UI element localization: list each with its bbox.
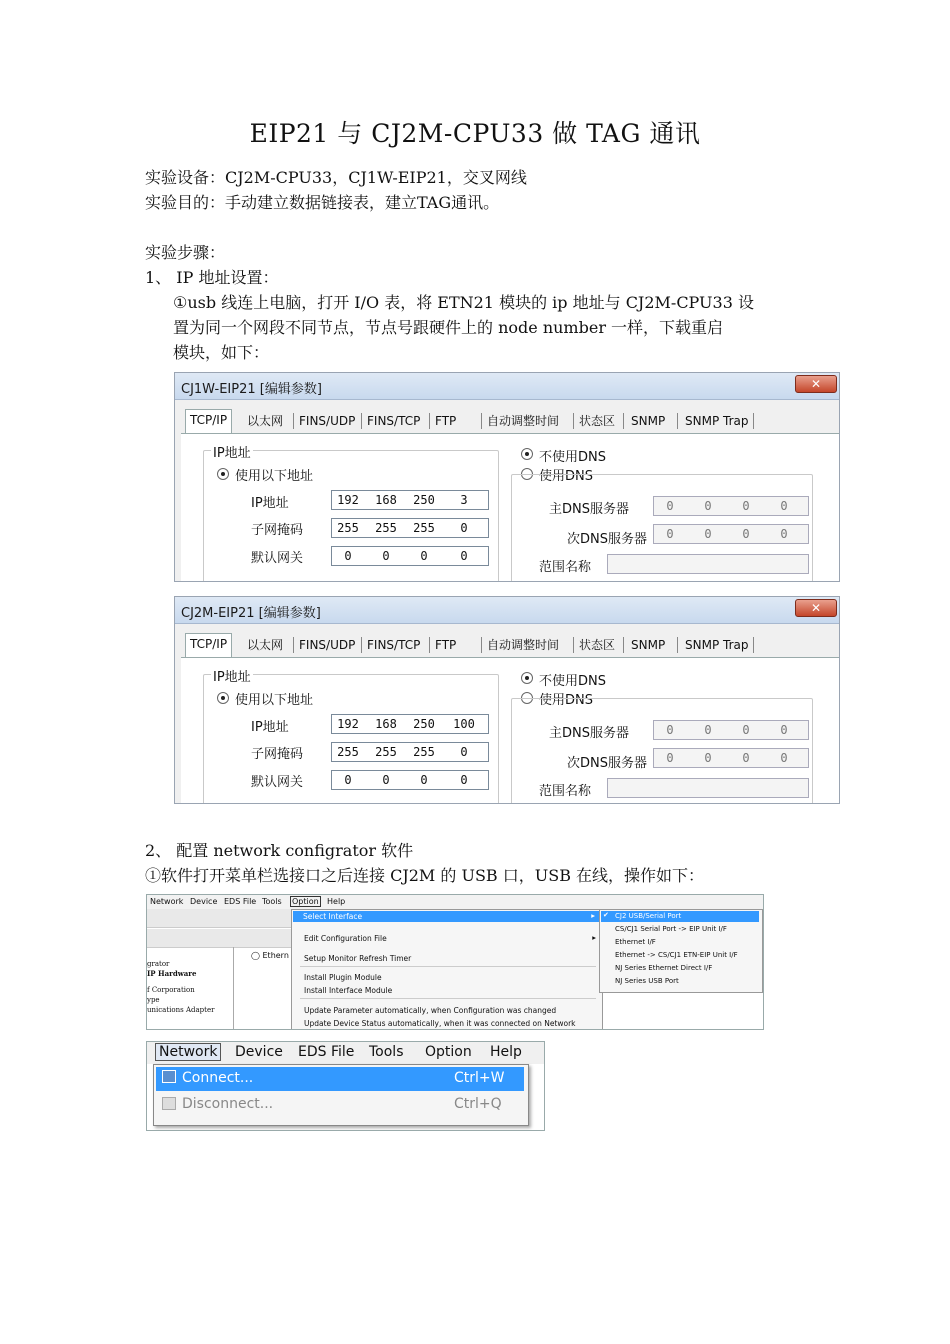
primary-dns-field[interactable]: 0 0 0 0 (653, 496, 809, 516)
menu-device[interactable]: Device (190, 897, 218, 906)
side-text: IP Hardware (147, 969, 197, 978)
steps-heading: 实验步骤： (145, 243, 226, 262)
domain-name-field[interactable] (607, 554, 809, 574)
menu-network[interactable]: Network (155, 1043, 221, 1061)
tab-tcpip[interactable]: TCP/IP (185, 633, 232, 658)
menu-option[interactable]: Option (292, 897, 319, 906)
side-panel (147, 959, 214, 1015)
use-following-label: 使用以下地址 (235, 469, 314, 484)
tree-item-ethernet[interactable]: ◯ Ethern (251, 951, 289, 960)
secondary-dns-label: 次DNS服务器 (567, 532, 647, 547)
domain-name-field[interactable] (607, 778, 809, 798)
domain-name-label: 范围名称 (539, 784, 592, 799)
menu-item-update-parameter[interactable]: Update Parameter automatically, when Configuration was changed (304, 1006, 557, 1015)
subnet-mask-field[interactable]: 255 255 255 0 (331, 742, 489, 762)
menu-device[interactable]: Device (235, 1044, 283, 1060)
toolbar-row1 (147, 909, 292, 928)
tab-panel (181, 433, 839, 581)
tab-status-area[interactable]: 状态区 (579, 638, 616, 652)
menu-item-disconnect[interactable]: Disconnect... Ctrl+Q (156, 1093, 524, 1117)
no-dns-radio[interactable] (521, 672, 533, 684)
side-text: unications Adapter (147, 1006, 215, 1014)
tab-snmp-trap[interactable]: SNMP Trap (685, 638, 749, 652)
menu-item-connect[interactable]: Connect... Ctrl+W (156, 1067, 524, 1091)
menubar (147, 1042, 544, 1064)
ip-address-field[interactable]: 192 168 250 100 (331, 714, 489, 734)
ip-address-field[interactable]: 192 168 250 3 (331, 490, 489, 510)
purpose-line: 实验目的：手动建立数据链接表，建立TAG通讯。 (145, 193, 500, 212)
gateway-field[interactable]: 0 0 0 0 (331, 770, 489, 790)
no-dns-label: 不使用DNS (539, 450, 606, 465)
use-dns-label: 使用DNS (539, 693, 593, 708)
tab-ftp[interactable]: FTP (435, 414, 457, 428)
submenu-item-nj-usb[interactable]: NJ Series USB Port (615, 977, 679, 985)
tab-snmp[interactable]: SNMP (631, 638, 666, 652)
side-text: grator (147, 960, 170, 968)
network-menu-screenshot (146, 1041, 545, 1131)
tab-ftp[interactable]: FTP (435, 638, 457, 652)
menu-network[interactable]: Network (150, 897, 184, 906)
use-following-label: 使用以下地址 (235, 693, 314, 708)
option-dropdown (291, 909, 603, 1030)
domain-name-label: 范围名称 (539, 560, 592, 575)
menu-item-select-interface[interactable]: Select Interface ▸ (293, 911, 599, 922)
eip21-dialog (174, 372, 840, 582)
tab-ethernet[interactable]: 以太网 (247, 414, 284, 428)
option-menu-screenshot (146, 894, 764, 1030)
submenu-item-cj2-usb[interactable]: ✔ CJ2 USB/Serial Port (601, 911, 759, 922)
tab-snmp[interactable]: SNMP (631, 414, 666, 428)
ip-group-label: IP地址 (211, 442, 253, 461)
menu-item-install-plugin[interactable]: Install Plugin Module (304, 973, 382, 982)
gateway-field[interactable]: 0 0 0 0 (331, 546, 489, 566)
doc-title: EIP21 与 CJ2M-CPU33 做 TAG 通讯 (249, 119, 701, 148)
dialog-titlebar (175, 373, 839, 400)
menu-option[interactable]: Option (425, 1044, 472, 1060)
menu-eds-file[interactable]: EDS File (224, 897, 257, 906)
no-dns-label: 不使用DNS (539, 674, 606, 689)
submenu-arrow-icon: ▸ (592, 933, 596, 942)
no-dns-radio[interactable] (521, 448, 533, 460)
tab-tcpip[interactable]: TCP/IP (185, 409, 232, 434)
dialog-title: CJ1W-EIP21 [编辑参数] (181, 382, 322, 397)
gateway-label: 默认网关 (251, 775, 304, 790)
tab-fins-udp[interactable]: FINS/UDP (299, 414, 356, 428)
subnet-mask-field[interactable]: 255 255 255 0 (331, 518, 489, 538)
step2-text: ①软件打开菜单栏选接口之后连接 CJ2M 的 USB 口，USB 在线，操作如下： (145, 866, 705, 885)
menu-item-edit-config[interactable]: Edit Configuration File (304, 934, 387, 943)
close-icon[interactable]: ✕ (795, 375, 837, 393)
cj2m-eip21-dialog (174, 596, 840, 804)
primary-dns-field[interactable]: 0 0 0 0 (653, 720, 809, 740)
submenu-item-ethernet-etn[interactable]: Ethernet -> CS/CJ1 ETN-EIP Unit I/F (615, 951, 738, 959)
close-icon[interactable]: ✕ (795, 599, 837, 617)
menu-item-update-status[interactable]: Update Device Status automatically, when it was connected on Network (304, 1019, 576, 1028)
tab-strip (181, 635, 831, 657)
dialog-titlebar (175, 597, 839, 624)
tab-status-area[interactable]: 状态区 (579, 414, 616, 428)
menubar (147, 895, 763, 909)
use-following-radio[interactable] (217, 692, 229, 704)
submenu-item-nj-ethernet[interactable]: NJ Series Ethernet Direct I/F (615, 964, 713, 972)
menu-eds-file[interactable]: EDS File (298, 1044, 355, 1060)
ip-label: IP地址 (251, 496, 289, 511)
secondary-dns-label: 次DNS服务器 (567, 756, 647, 771)
interface-submenu (599, 909, 763, 993)
toolbar-row2 (147, 929, 292, 948)
step1-heading: 1、 IP 地址设置： (145, 268, 279, 287)
menu-help[interactable]: Help (327, 897, 346, 906)
primary-dns-label: 主DNS服务器 (549, 726, 629, 741)
side-text: f Corporation (147, 986, 195, 994)
tab-fins-tcp[interactable]: FINS/TCP (367, 638, 421, 652)
menu-tools[interactable]: Tools (369, 1044, 404, 1060)
tab-fins-tcp[interactable]: FINS/TCP (367, 414, 421, 428)
secondary-dns-field[interactable]: 0 0 0 0 (653, 524, 809, 544)
tab-fins-udp[interactable]: FINS/UDP (299, 638, 356, 652)
equipment-line: 实验设备：CJ2M-CPU33，CJ1W-EIP21，交叉网线 (145, 168, 527, 187)
secondary-dns-field[interactable]: 0 0 0 0 (653, 748, 809, 768)
use-following-radio[interactable] (217, 468, 229, 480)
menu-help[interactable]: Help (490, 1044, 522, 1060)
use-dns-label: 使用DNS (539, 469, 593, 484)
menu-item-monitor-timer[interactable]: Setup Monitor Refresh Timer (304, 954, 412, 963)
mask-label: 子网掩码 (251, 747, 304, 762)
tab-snmp-trap[interactable]: SNMP Trap (685, 414, 749, 428)
checkmark-icon: ✔ (603, 911, 609, 919)
step1-text-line1: ①usb 线连上电脑，打开 I/O 表，将 ETN21 模块的 ip 地址与 CJ2M-CPU33 设 (173, 293, 754, 312)
step2-heading: 2、 配置 network configrator 软件 (145, 841, 414, 860)
primary-dns-label: 主DNS服务器 (549, 502, 629, 517)
network-dropdown (153, 1064, 529, 1126)
ip-group-label: IP地址 (211, 666, 253, 685)
gateway-label: 默认网关 (251, 551, 304, 566)
mask-label: 子网掩码 (251, 523, 304, 538)
tab-auto-time[interactable]: 自动调整时间 (487, 638, 560, 652)
tab-strip (181, 411, 831, 433)
submenu-item-ethernet[interactable]: Ethernet I/F (615, 938, 656, 946)
disconnect-icon (162, 1097, 176, 1110)
side-text: ype (147, 996, 160, 1004)
tab-ethernet[interactable]: 以太网 (247, 638, 284, 652)
dialog-title: CJ2M-EIP21 [编辑参数] (181, 606, 321, 621)
step1-text-line3: 模块，如下： (173, 343, 270, 362)
ip-label: IP地址 (251, 720, 289, 735)
connect-icon (162, 1070, 176, 1083)
submenu-arrow-icon: ▸ (591, 911, 595, 920)
tab-panel (181, 657, 839, 803)
menu-tools[interactable]: Tools (262, 897, 282, 906)
step1-text-line2: 置为同一个网段不同节点，节点号跟硬件上的 node number 一样，下载重启 (173, 318, 724, 337)
submenu-item-serial-eip[interactable]: CS/CJ1 Serial Port -> EIP Unit I/F (615, 925, 727, 933)
menu-item-install-interface[interactable]: Install Interface Module (304, 986, 393, 995)
tab-auto-time[interactable]: 自动调整时间 (487, 414, 560, 428)
